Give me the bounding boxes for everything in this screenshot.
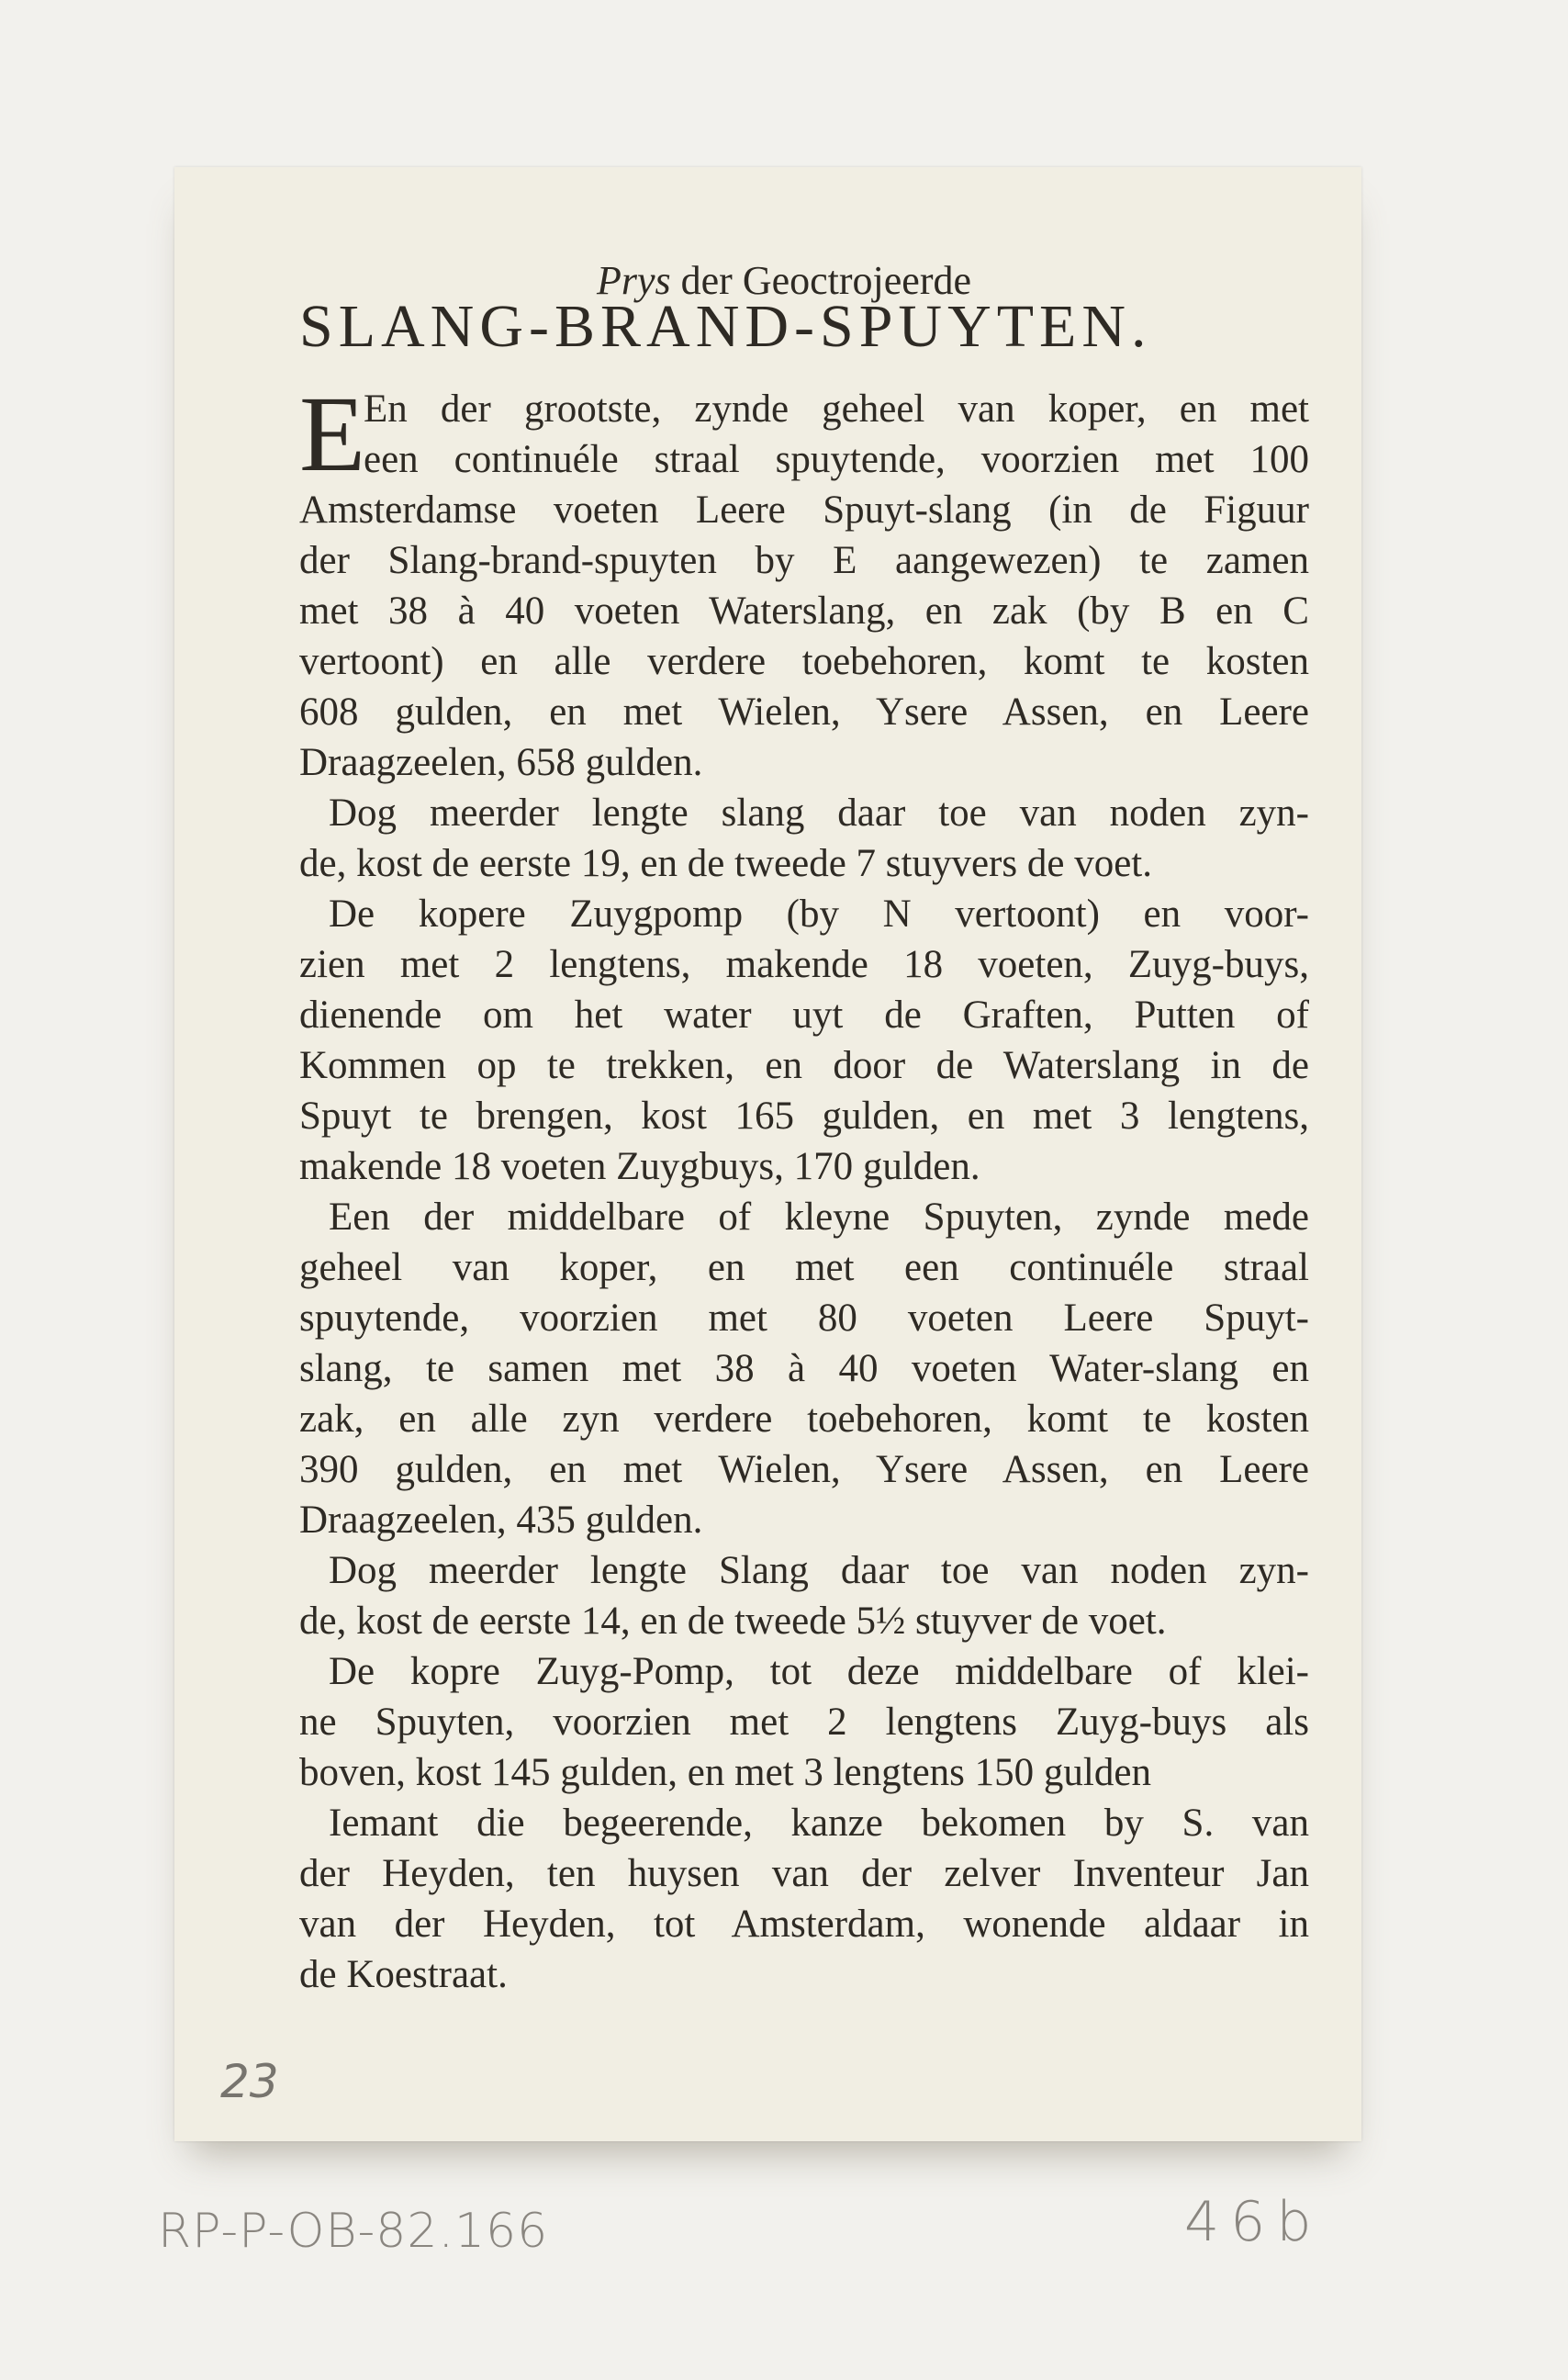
text-line: der Heyden, ten huysen van der zelver Inventeur Jan — [299, 1852, 1309, 1895]
text-line: Dog meerder lengte slang daar toe van noden zyn- — [329, 791, 1309, 835]
text-line: dienende om het water uyt de Graften, Putten of — [299, 994, 1309, 1037]
text-line: der Slang-brand-spuyten by E aangewezen) te zamen — [299, 539, 1309, 582]
text-line: Kommen op te trekken, en door de Waterslang in de — [299, 1044, 1309, 1087]
text-line: boven, kost 145 gulden, en met 3 lengtens 150 gulden — [299, 1751, 1151, 1794]
text-line: ne Spuyten, voorzien met 2 lengtens Zuyg-buys als — [299, 1701, 1309, 1744]
text-line: Een der middelbare of kleyne Spuyten, zynde mede — [329, 1196, 1309, 1239]
body-text — [299, 374, 1309, 2000]
text-line: geheel van koper, en met een continuéle straal — [299, 1246, 1309, 1289]
drop-cap: E — [299, 374, 366, 494]
pencil-number: 23 — [220, 2055, 279, 2108]
text-line: 608 gulden, en met Wielen, Ysere Assen, en Leere — [299, 690, 1309, 734]
text-line: De kopere Zuygpomp (by N vertoont) en voor- — [329, 892, 1309, 936]
text-line: Dog meerder lengte Slang daar toe van noden zyn- — [329, 1549, 1309, 1592]
text-line: van der Heyden, tot Amsterdam, wonende aldaar in — [299, 1903, 1309, 1946]
text-line: De kopre Zuyg-Pomp, tot deze middelbare of klei- — [329, 1650, 1309, 1693]
text-line: met 38 à 40 voeten Waterslang, en zak (by B en C — [299, 589, 1309, 633]
text-line: de Koestraat. — [299, 1953, 508, 1996]
text-line: En der grootste, zynde geheel van koper, en met — [364, 387, 1309, 431]
text-line: de, kost de eerste 14, en de tweede 5½ stuyver de voet. — [299, 1600, 1167, 1643]
text-line: Draagzeelen, 658 gulden. — [299, 741, 703, 784]
text-line: een continuéle straal spuytende, voorzien met 100 — [364, 438, 1309, 481]
text-line: 390 gulden, en met Wielen, Ysere Assen, en Leere — [299, 1448, 1309, 1491]
pre-title-italic: Prys — [596, 258, 671, 303]
text-line: slang, te samen met 38 à 40 voeten Water-slang en — [299, 1347, 1309, 1390]
text-line: zak, en alle zyn verdere toebehoren, komt te kosten — [299, 1398, 1309, 1441]
text-line: makende 18 voeten Zuygbuys, 170 gulden. — [299, 1145, 980, 1188]
text-line: spuytende, voorzien met 80 voeten Leere Spuyt- — [299, 1297, 1309, 1340]
text-line: Spuyt te brengen, kost 165 gulden, en met 3 lengtens, — [299, 1095, 1309, 1138]
inventory-number: RP-P-OB-82.166 — [158, 2204, 549, 2259]
text-line: Iemant die begeerende, kanze bekomen by S. van — [329, 1802, 1309, 1845]
text-line: de, kost de eerste 19, en de tweede 7 stuyvers de voet. — [299, 842, 1152, 885]
pre-title-rest: der Geoctrojeerde — [670, 258, 971, 303]
text-line: vertoont) en alle verdere toebehoren, komt te kosten — [299, 640, 1309, 683]
text-line: zien met 2 lengtens, makende 18 voeten, Zuyg-buys, — [299, 943, 1309, 986]
page-number: 46b — [1184, 2190, 1323, 2254]
text-line: Draagzeelen, 435 gulden. — [299, 1499, 703, 1542]
text-line: Amsterdamse voeten Leere Spuyt-slang (in de Figuur — [299, 488, 1309, 532]
heading: SLANG-BRAND-SPUYTEN. — [299, 293, 1152, 360]
